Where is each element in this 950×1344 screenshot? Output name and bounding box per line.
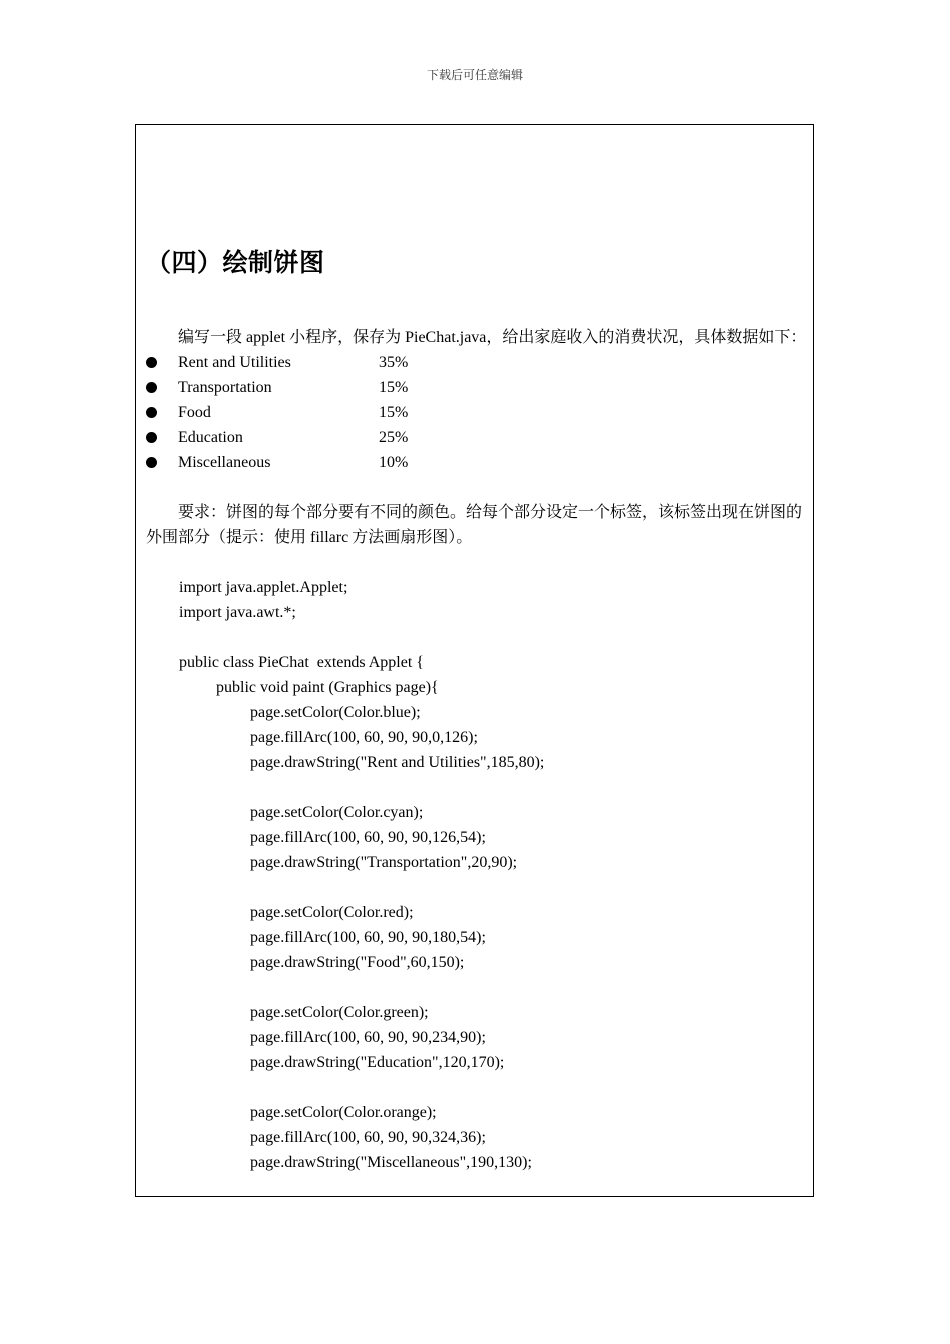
expense-label: Rent and Utilities bbox=[178, 354, 291, 371]
code-line: page.setColor(Color.red); bbox=[250, 904, 414, 921]
expense-label: Education bbox=[178, 429, 243, 446]
code-line: import java.applet.Applet; bbox=[179, 579, 348, 596]
code-line: page.drawString("Miscellaneous",190,130); bbox=[250, 1154, 532, 1171]
expense-value: 35% bbox=[379, 354, 409, 371]
code-line: page.setColor(Color.cyan); bbox=[250, 804, 424, 821]
expense-value: 15% bbox=[379, 379, 409, 396]
code-line: page.fillArc(100, 60, 90, 90,324,36); bbox=[250, 1129, 486, 1146]
bullet-icon bbox=[146, 457, 157, 468]
expense-label: Food bbox=[178, 404, 211, 421]
blank-line bbox=[146, 1075, 808, 1100]
expense-value: 10% bbox=[379, 454, 409, 471]
blank-line bbox=[146, 475, 808, 500]
blank-line bbox=[146, 875, 808, 900]
code-line: page.fillArc(100, 60, 90, 90,0,126); bbox=[250, 729, 478, 746]
bullet-icon bbox=[146, 357, 157, 368]
code-line: page.setColor(Color.orange); bbox=[250, 1104, 437, 1121]
blank-line bbox=[146, 550, 808, 575]
page-header: 下载后可任意编辑 bbox=[426, 68, 523, 82]
code-line: page.drawString("Transportation",20,90); bbox=[250, 854, 518, 871]
blank-line bbox=[146, 625, 808, 650]
code-line: page.fillArc(100, 60, 90, 90,180,54); bbox=[250, 929, 486, 946]
list-item bbox=[146, 375, 808, 400]
expense-label: Transportation bbox=[178, 379, 272, 396]
body-content bbox=[146, 325, 808, 1175]
blank-line bbox=[146, 975, 808, 1000]
code-line: page.drawString("Education",120,170); bbox=[250, 1054, 505, 1071]
list-item bbox=[146, 350, 808, 375]
document-frame bbox=[135, 124, 814, 1197]
requirement-paragraph: 要求：饼图的每个部分要有不同的颜色。给每个部分设定一个标签，该标签出现在饼图的外围部分（提示：使用 fillarc 方法画扇形图）。 bbox=[146, 504, 803, 546]
code-line: import java.awt.*; bbox=[179, 604, 296, 621]
blank-line bbox=[146, 775, 808, 800]
code-line: page.drawString("Food",60,150); bbox=[250, 954, 465, 971]
list-item bbox=[146, 400, 808, 425]
list-item bbox=[146, 450, 808, 475]
code-line: public void paint (Graphics page){ bbox=[216, 679, 439, 696]
code-line: page.setColor(Color.blue); bbox=[250, 704, 421, 721]
code-line: public class PieChat extends Applet { bbox=[179, 654, 424, 671]
expense-label: Miscellaneous bbox=[178, 454, 271, 471]
intro-paragraph: 编写一段 applet 小程序，保存为 PieChat.java，给出家庭收入的消费状况，具体数据如下： bbox=[178, 329, 807, 346]
section-title: （四）绘制饼图 bbox=[146, 248, 325, 277]
expense-value: 15% bbox=[379, 404, 409, 421]
code-line: page.fillArc(100, 60, 90, 90,126,54); bbox=[250, 829, 486, 846]
bullet-icon bbox=[146, 382, 157, 393]
bullet-icon bbox=[146, 432, 157, 443]
bullet-icon bbox=[146, 407, 157, 418]
code-line: page.drawString("Rent and Utilities",185,80); bbox=[250, 754, 545, 771]
expense-value: 25% bbox=[379, 429, 409, 446]
code-block bbox=[146, 575, 808, 1175]
expense-list bbox=[146, 350, 808, 475]
code-line: page.fillArc(100, 60, 90, 90,234,90); bbox=[250, 1029, 486, 1046]
code-line: page.setColor(Color.green); bbox=[250, 1004, 429, 1021]
list-item bbox=[146, 425, 808, 450]
